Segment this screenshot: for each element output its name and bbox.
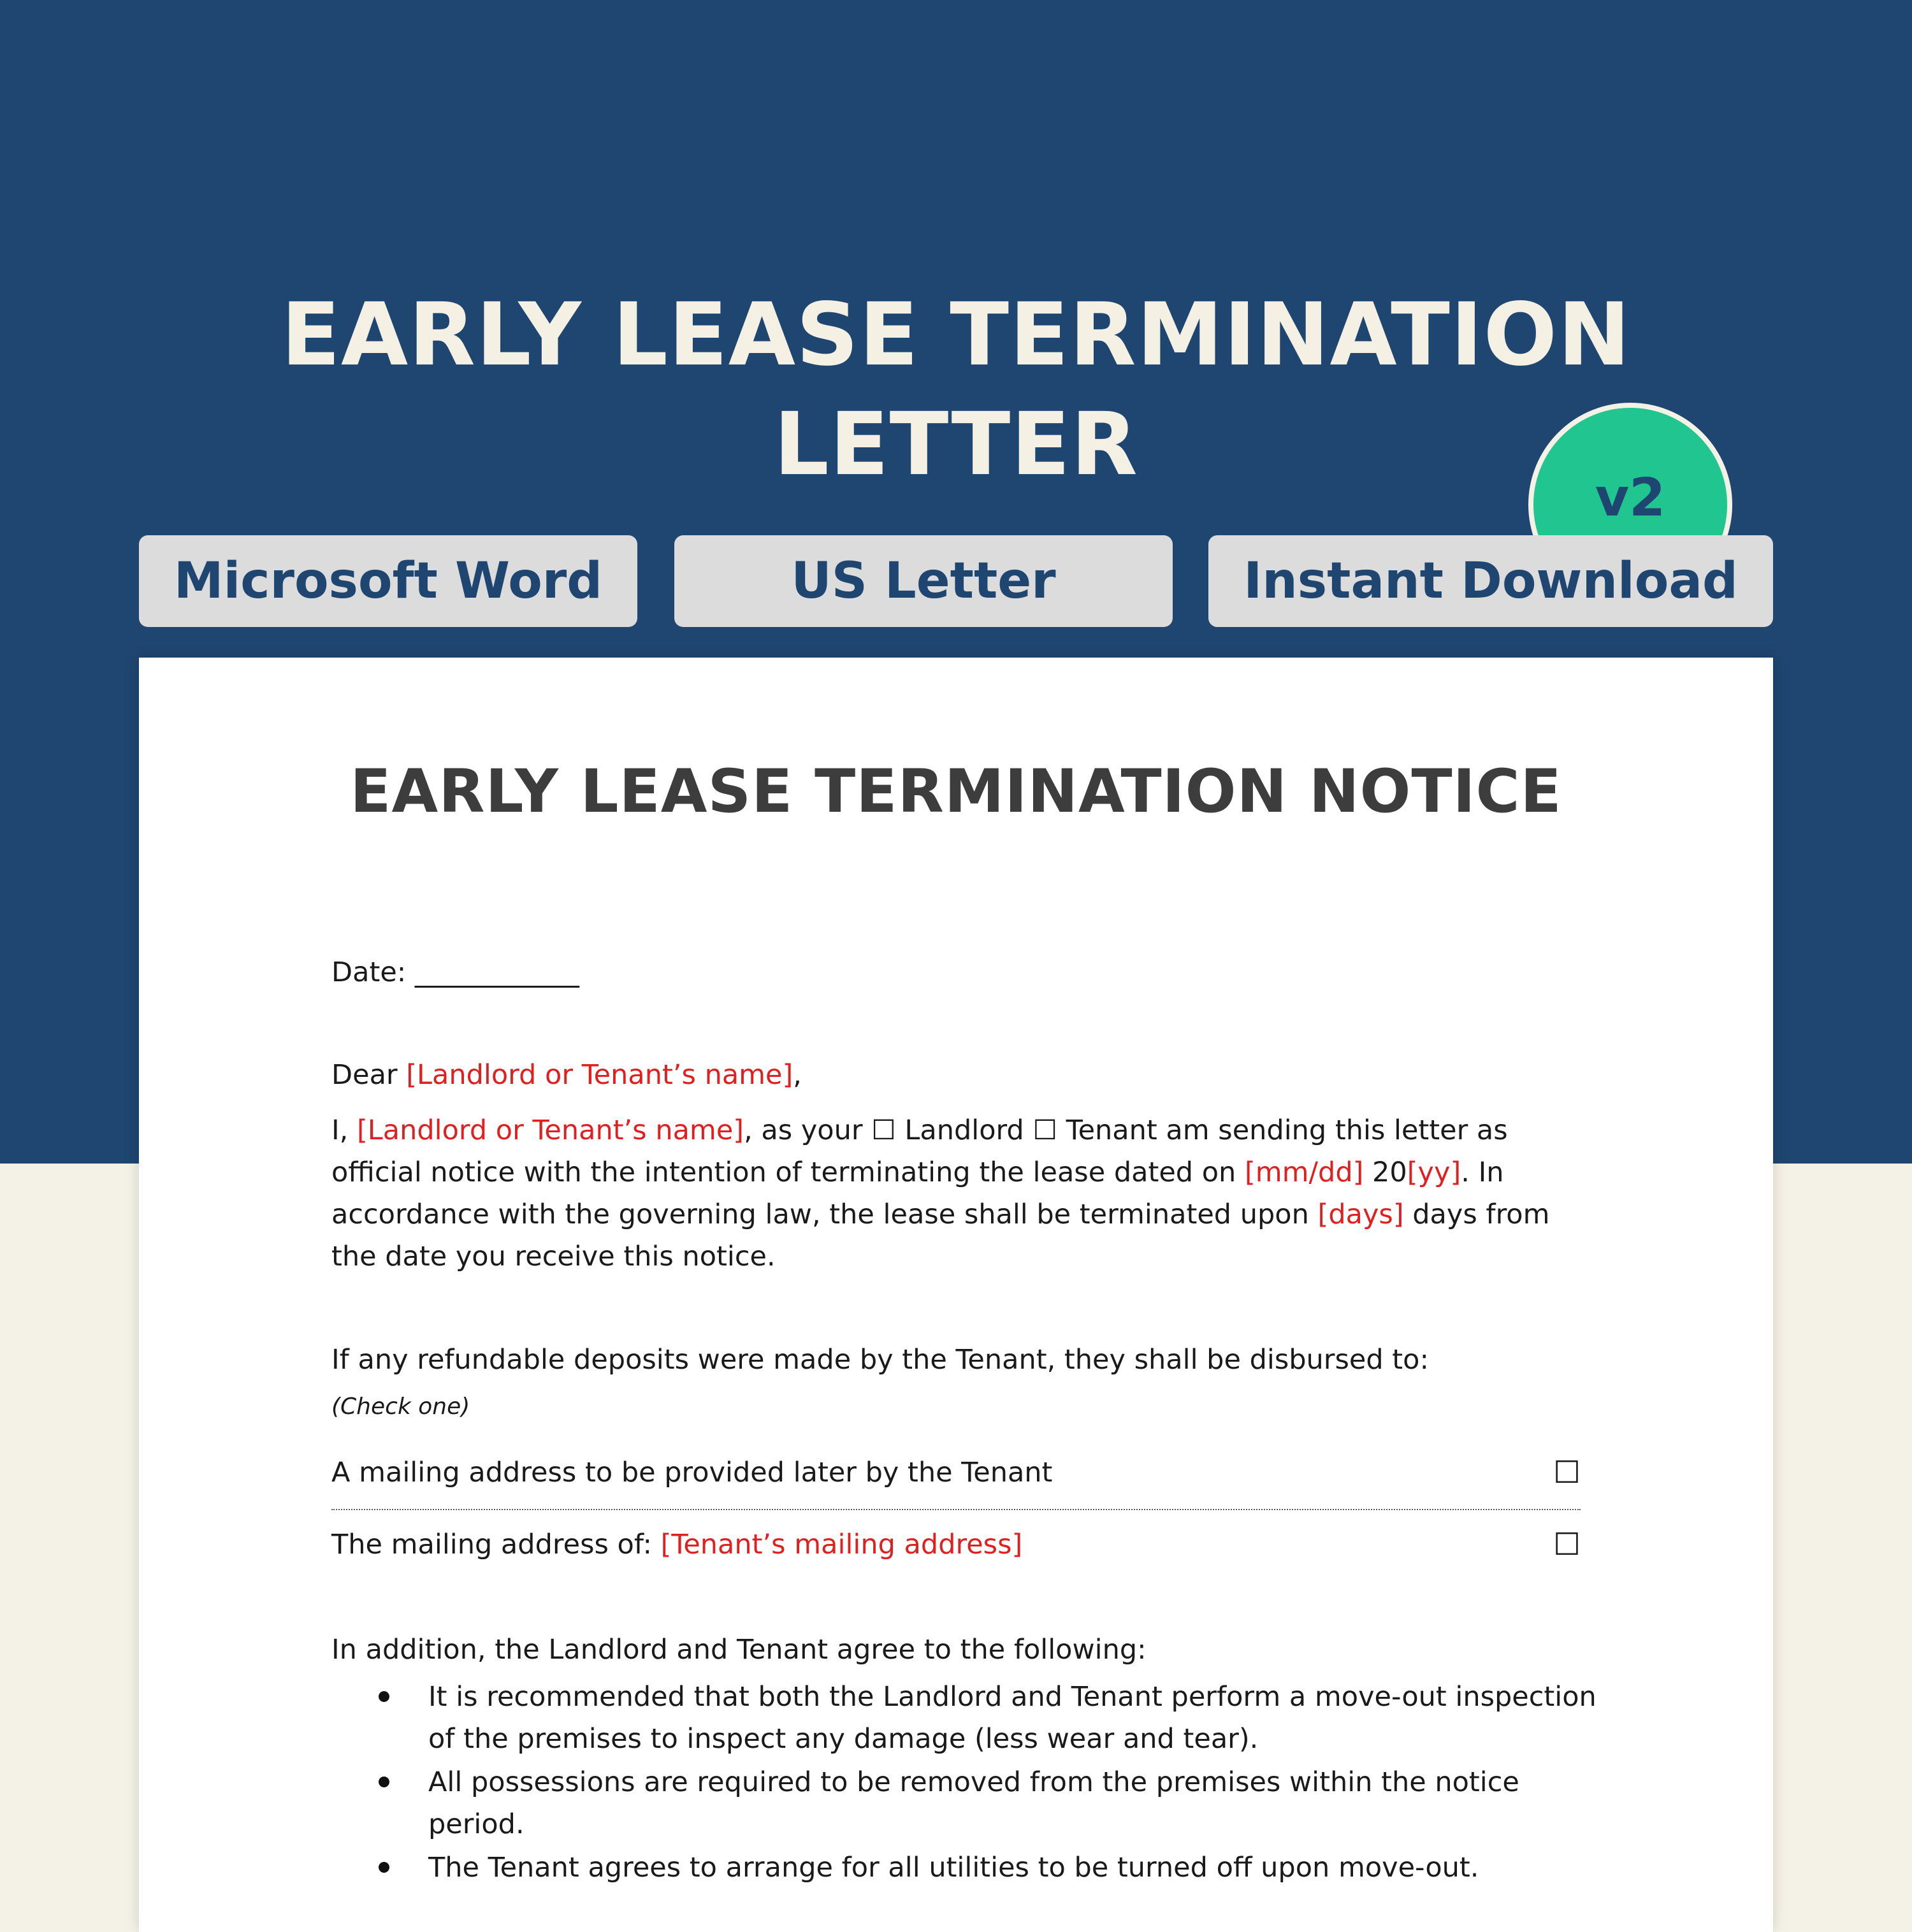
recipient-name-placeholder: [Landlord or Tenant’s name] xyxy=(406,1059,793,1091)
list-item xyxy=(331,1676,1606,1760)
bullet-dot-icon xyxy=(379,1862,389,1873)
date-line: Date: ____________ xyxy=(331,956,579,988)
sender-name-placeholder: [Landlord or Tenant’s name] xyxy=(357,1114,744,1146)
lease-date-placeholder: [mm/dd] xyxy=(1244,1157,1364,1188)
deposit-paragraph: If any refundable deposits were made by the Tenant, they shall be disbursed to: xyxy=(331,1344,1429,1376)
option-divider xyxy=(331,1509,1581,1510)
deposit-option-mailing-prefix: The mailing address of: xyxy=(331,1529,661,1561)
deposit-option-mailing-checkbox[interactable]: ☐ xyxy=(1553,1527,1581,1562)
check-one-note: (Check one) xyxy=(331,1394,470,1420)
bullet-dot-icon xyxy=(379,1777,389,1787)
hero-title-line2: LETTER xyxy=(774,394,1138,495)
deposit-option-later-checkbox[interactable]: ☐ xyxy=(1553,1455,1581,1490)
version-badge-label: v2 xyxy=(1595,468,1666,528)
hero-title-line1: EARLY LEASE TERMINATION xyxy=(281,285,1631,386)
deposit-option-later-address xyxy=(331,1444,1581,1501)
bullet-dot-icon xyxy=(379,1691,389,1702)
salutation-prefix: Dear xyxy=(331,1059,407,1091)
lease-year-placeholder: [yy] xyxy=(1407,1157,1461,1188)
delivery-feature-tag: Instant Download xyxy=(1208,535,1773,627)
document-title: EARLY LEASE TERMINATION NOTICE xyxy=(350,757,1562,826)
list-item-text: It is recommended that both the Landlord and Tenant perform a move-out inspection of the premises to inspect any damage (less wear and tear). xyxy=(428,1681,1597,1755)
intro-text-5: days from the date you receive this notice. xyxy=(331,1199,1550,1272)
tenant-address-placeholder: [Tenant’s mailing address] xyxy=(660,1529,1023,1561)
paper-size-feature-tag: US Letter xyxy=(674,535,1173,627)
agreement-list xyxy=(331,1676,1606,1890)
notice-days-placeholder: [days] xyxy=(1317,1199,1404,1230)
salutation xyxy=(331,1054,1606,1096)
intro-text-2: , as your ☐ Landlord ☐ Tenant am sending this letter as official notice with the intention of terminating the lease dated on xyxy=(331,1114,1508,1188)
intro-text-4: . In accordance with the governing law, the lease shall be terminated upon xyxy=(331,1157,1504,1230)
list-item-text: All possessions are required to be removed from the premises within the notice period. xyxy=(428,1766,1519,1840)
intro-text-3: 20 xyxy=(1363,1157,1407,1188)
list-item xyxy=(331,1847,1606,1889)
salutation-suffix: , xyxy=(793,1059,802,1091)
addition-paragraph: In addition, the Landlord and Tenant agree to the following: xyxy=(331,1634,1147,1666)
deposit-option-later-label: A mailing address to be provided later by the Tenant xyxy=(331,1457,1053,1489)
format-feature-tag: Microsoft Word xyxy=(139,535,637,627)
deposit-option-mailing-address xyxy=(331,1516,1581,1573)
intro-paragraph xyxy=(331,1109,1581,1278)
list-item-text: The Tenant agrees to arrange for all utilities to be turned off upon move-out. xyxy=(428,1852,1479,1884)
intro-text-1: I, xyxy=(331,1114,358,1146)
list-item xyxy=(331,1761,1606,1845)
